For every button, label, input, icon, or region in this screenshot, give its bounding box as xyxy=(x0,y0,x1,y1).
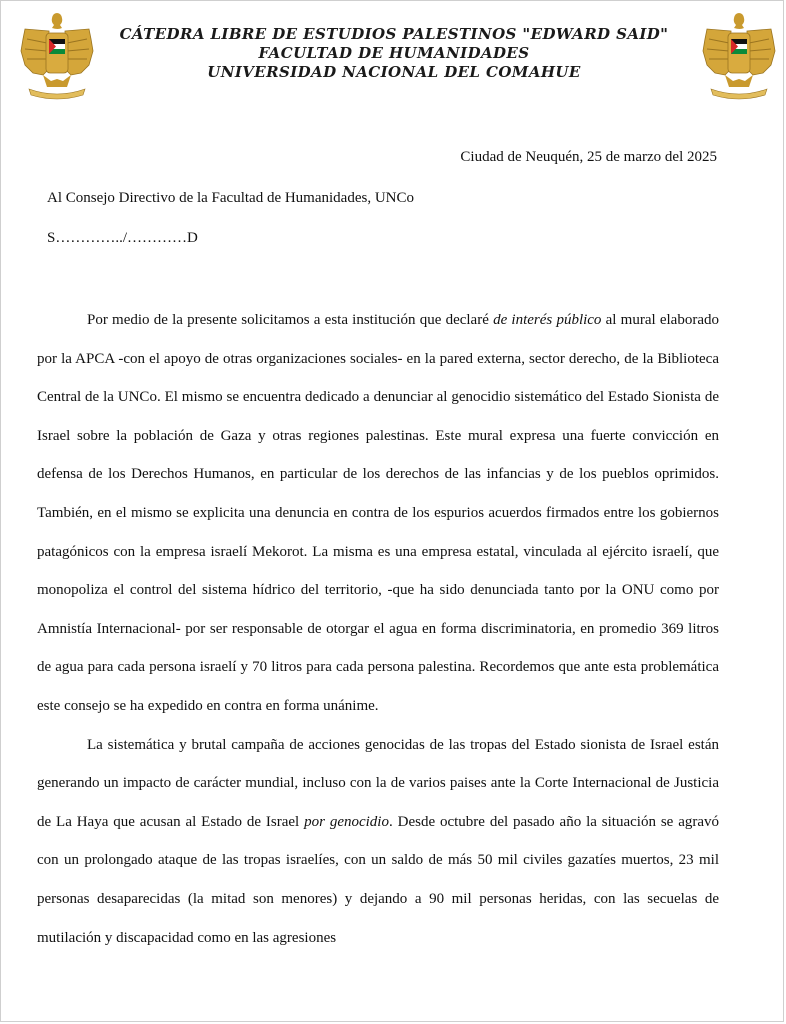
letterhead-line-universidad: UNIVERSIDAD NACIONAL DEL COMAHUE xyxy=(207,63,581,81)
paragraph-1-text-b: al mural elaborado por la APCA -con el apoyo de otras organizaciones sociales- en la pared externa, sector derecho, de la Biblioteca Central de la UNCo. El mismo se encuentra dedicado a denunciar al genocidio sistemático del Estado Sionista de Israel sobre la población de Gaza y otras regiones palestinas. Este mural expresa una fuerte convicción en defensa de los Derechos Humanos, en particular de los derechos de las infancias y de los pueblos oprimidos. También, en el mismo se explicita una denuncia en contra de los espurios acuerdos firmados entre los gobiernos patagónicos con la empresa israelí Mekorot. La misma es una empresa estatal, vinculada al ejército israelí, que monopoliza el control del sistema hídrico del territorio, -que ha sido denunciada tanto por la ONU como por Amnistía Internacional- por ser responsable de otorgar el agua en forma discriminatoria, en promedio 369 litros de agua para cada persona israelí y 70 litros para cada persona palestina. Recordemos que ante esta problemática este consejo se ha expedido en contra en forma unánime. xyxy=(37,312,719,714)
paragraph-2-text-b: . Desde octubre del pasado año la situación se agravó con un prolongado ataque de las tropas israelíes, con un saldo de más 50 mil civiles gazatíes muertos, 23 mil personas desaparecidas (la mitad son menores) y dejando a 90 mil personas heridas, con las secuelas de mutilación y discapacidad como en las agresiones xyxy=(37,813,720,946)
letter-salutation: S…………../…………D xyxy=(47,230,198,246)
letter-addressee: Al Consejo Directivo de la Facultad de Humanidades, UNCo xyxy=(47,190,415,206)
body-paragraph-2 xyxy=(37,726,719,958)
letterhead-line-catedra: CÁTEDRA LIBRE DE ESTUDIOS PALESTINOS "EDWARD SAID" xyxy=(119,25,669,43)
paragraph-1-emphasis: de interés público xyxy=(493,312,602,328)
letter-date: Ciudad de Neuquén, 25 de marzo del 2025 xyxy=(460,149,717,165)
letterhead-line-facultad: FACULTAD DE HUMANIDADES xyxy=(258,44,530,62)
palestine-eagle-emblem-left xyxy=(19,9,95,101)
letter-body xyxy=(37,301,719,957)
paragraph-2-emphasis: por genocidio xyxy=(304,813,389,830)
body-paragraph-1 xyxy=(37,301,719,726)
palestine-eagle-emblem-right xyxy=(701,9,777,101)
paragraph-1-text-a: Por medio de la presente solicitamos a esta institución que declaré xyxy=(87,312,494,328)
flag-shield-icon xyxy=(731,39,747,54)
eagle-icon xyxy=(21,13,93,99)
eagle-icon xyxy=(703,13,775,99)
letterhead xyxy=(111,25,677,82)
paragraph-2-text-a: La sistemática y brutal campaña de acciones genocidas de las tropas del Estado sionista de Israel están generando un impacto de carácter mundial, incluso con la de varios paises ante la Corte Internacional de Justicia de La Haya que acusan al Estado de Israel xyxy=(37,736,719,830)
flag-shield-icon xyxy=(49,39,65,54)
